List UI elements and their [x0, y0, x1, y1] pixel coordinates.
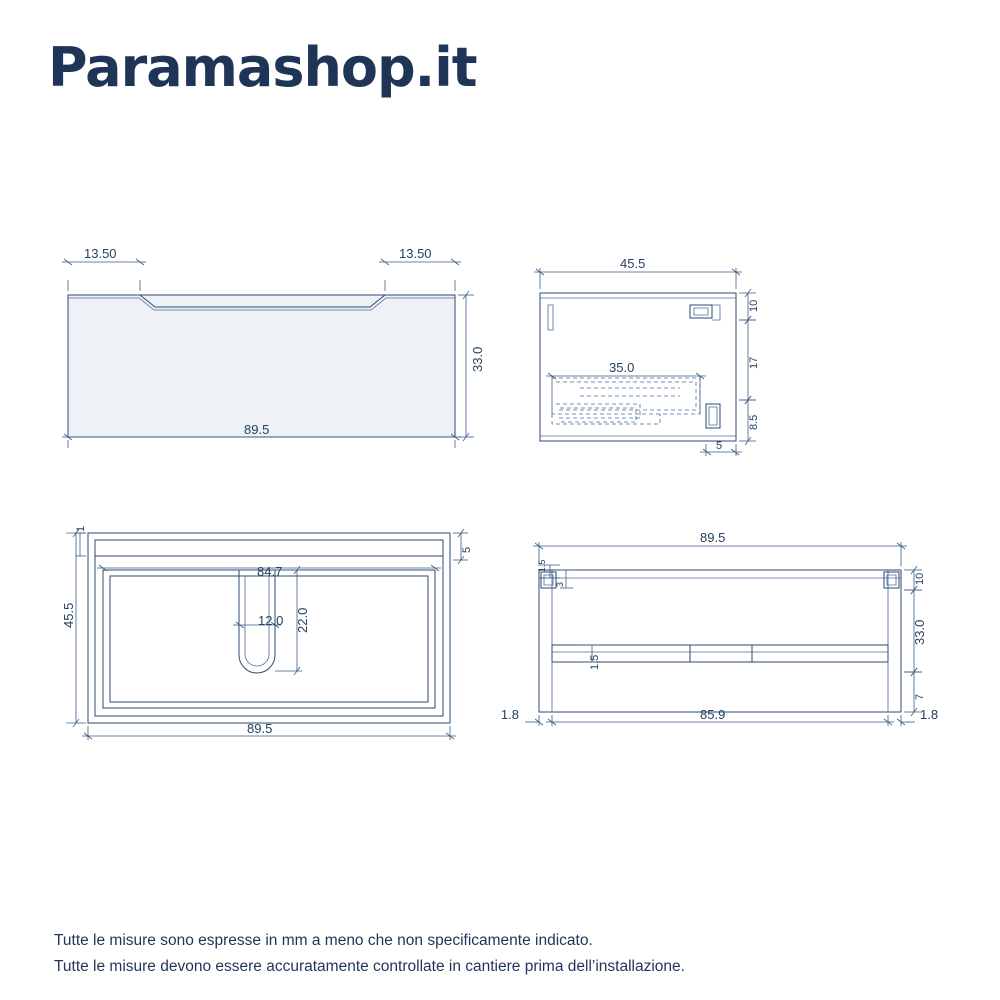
dim-side-mid: 17 — [748, 356, 760, 369]
dim-front-left-offset: 13.50 — [84, 246, 117, 261]
dim-plan-width: 89.5 — [247, 721, 273, 736]
dim-rear-right-thickness: 1.8 — [920, 707, 939, 722]
dim-front-height: 33.0 — [470, 346, 485, 372]
view-plan — [61, 526, 473, 740]
footnote-line-1: Tutte le misure sono espresse in mm a meno che non specificamente indicato. — [54, 932, 593, 949]
brand-logo: Paramashop.it — [48, 36, 477, 99]
dim-rear-inner-width: 85.9 — [700, 707, 726, 722]
dim-plan-depth: 45.5 — [61, 602, 76, 628]
dim-side-lower: 8.5 — [748, 414, 760, 430]
dim-rear-left-b: 3 — [555, 581, 565, 587]
footnote-line-2: Tutte le misure devono essere accuratamente controllate in cantiere prima dell’installazione. — [54, 958, 685, 975]
dim-rear-left-a: 1.5 — [537, 559, 547, 572]
dim-plan-right-small: 5 — [461, 546, 473, 553]
dim-rear-width: 89.5 — [700, 530, 726, 545]
dim-plan-cutout-depth: 22.0 — [295, 607, 310, 633]
dim-rear-mid-small: 1.5 — [589, 654, 601, 670]
view-rear-section — [501, 530, 938, 726]
dim-plan-top-small: 1 — [75, 525, 87, 532]
dim-side-top: 10 — [748, 299, 760, 312]
dim-side-inner: 35.0 — [609, 360, 635, 375]
dim-front-width: 89.5 — [244, 422, 270, 437]
dim-rear-left-thickness: 1.8 — [500, 707, 519, 722]
dim-front-right-offset: 13.50 — [399, 246, 432, 261]
dim-rear-right-bottom: 7 — [914, 693, 926, 700]
view-side-section — [534, 256, 760, 456]
dim-plan-inner-width: 84.7 — [257, 564, 283, 579]
dim-plan-cutout-width: 12.0 — [258, 613, 284, 628]
footnotes — [54, 928, 954, 980]
dim-side-bottom: 5 — [716, 440, 723, 452]
dim-rear-right-top: 10 — [914, 572, 926, 585]
view-front-elevation — [62, 246, 485, 448]
dim-side-depth: 45.5 — [620, 256, 646, 271]
dim-rear-height: 33.0 — [912, 619, 927, 645]
